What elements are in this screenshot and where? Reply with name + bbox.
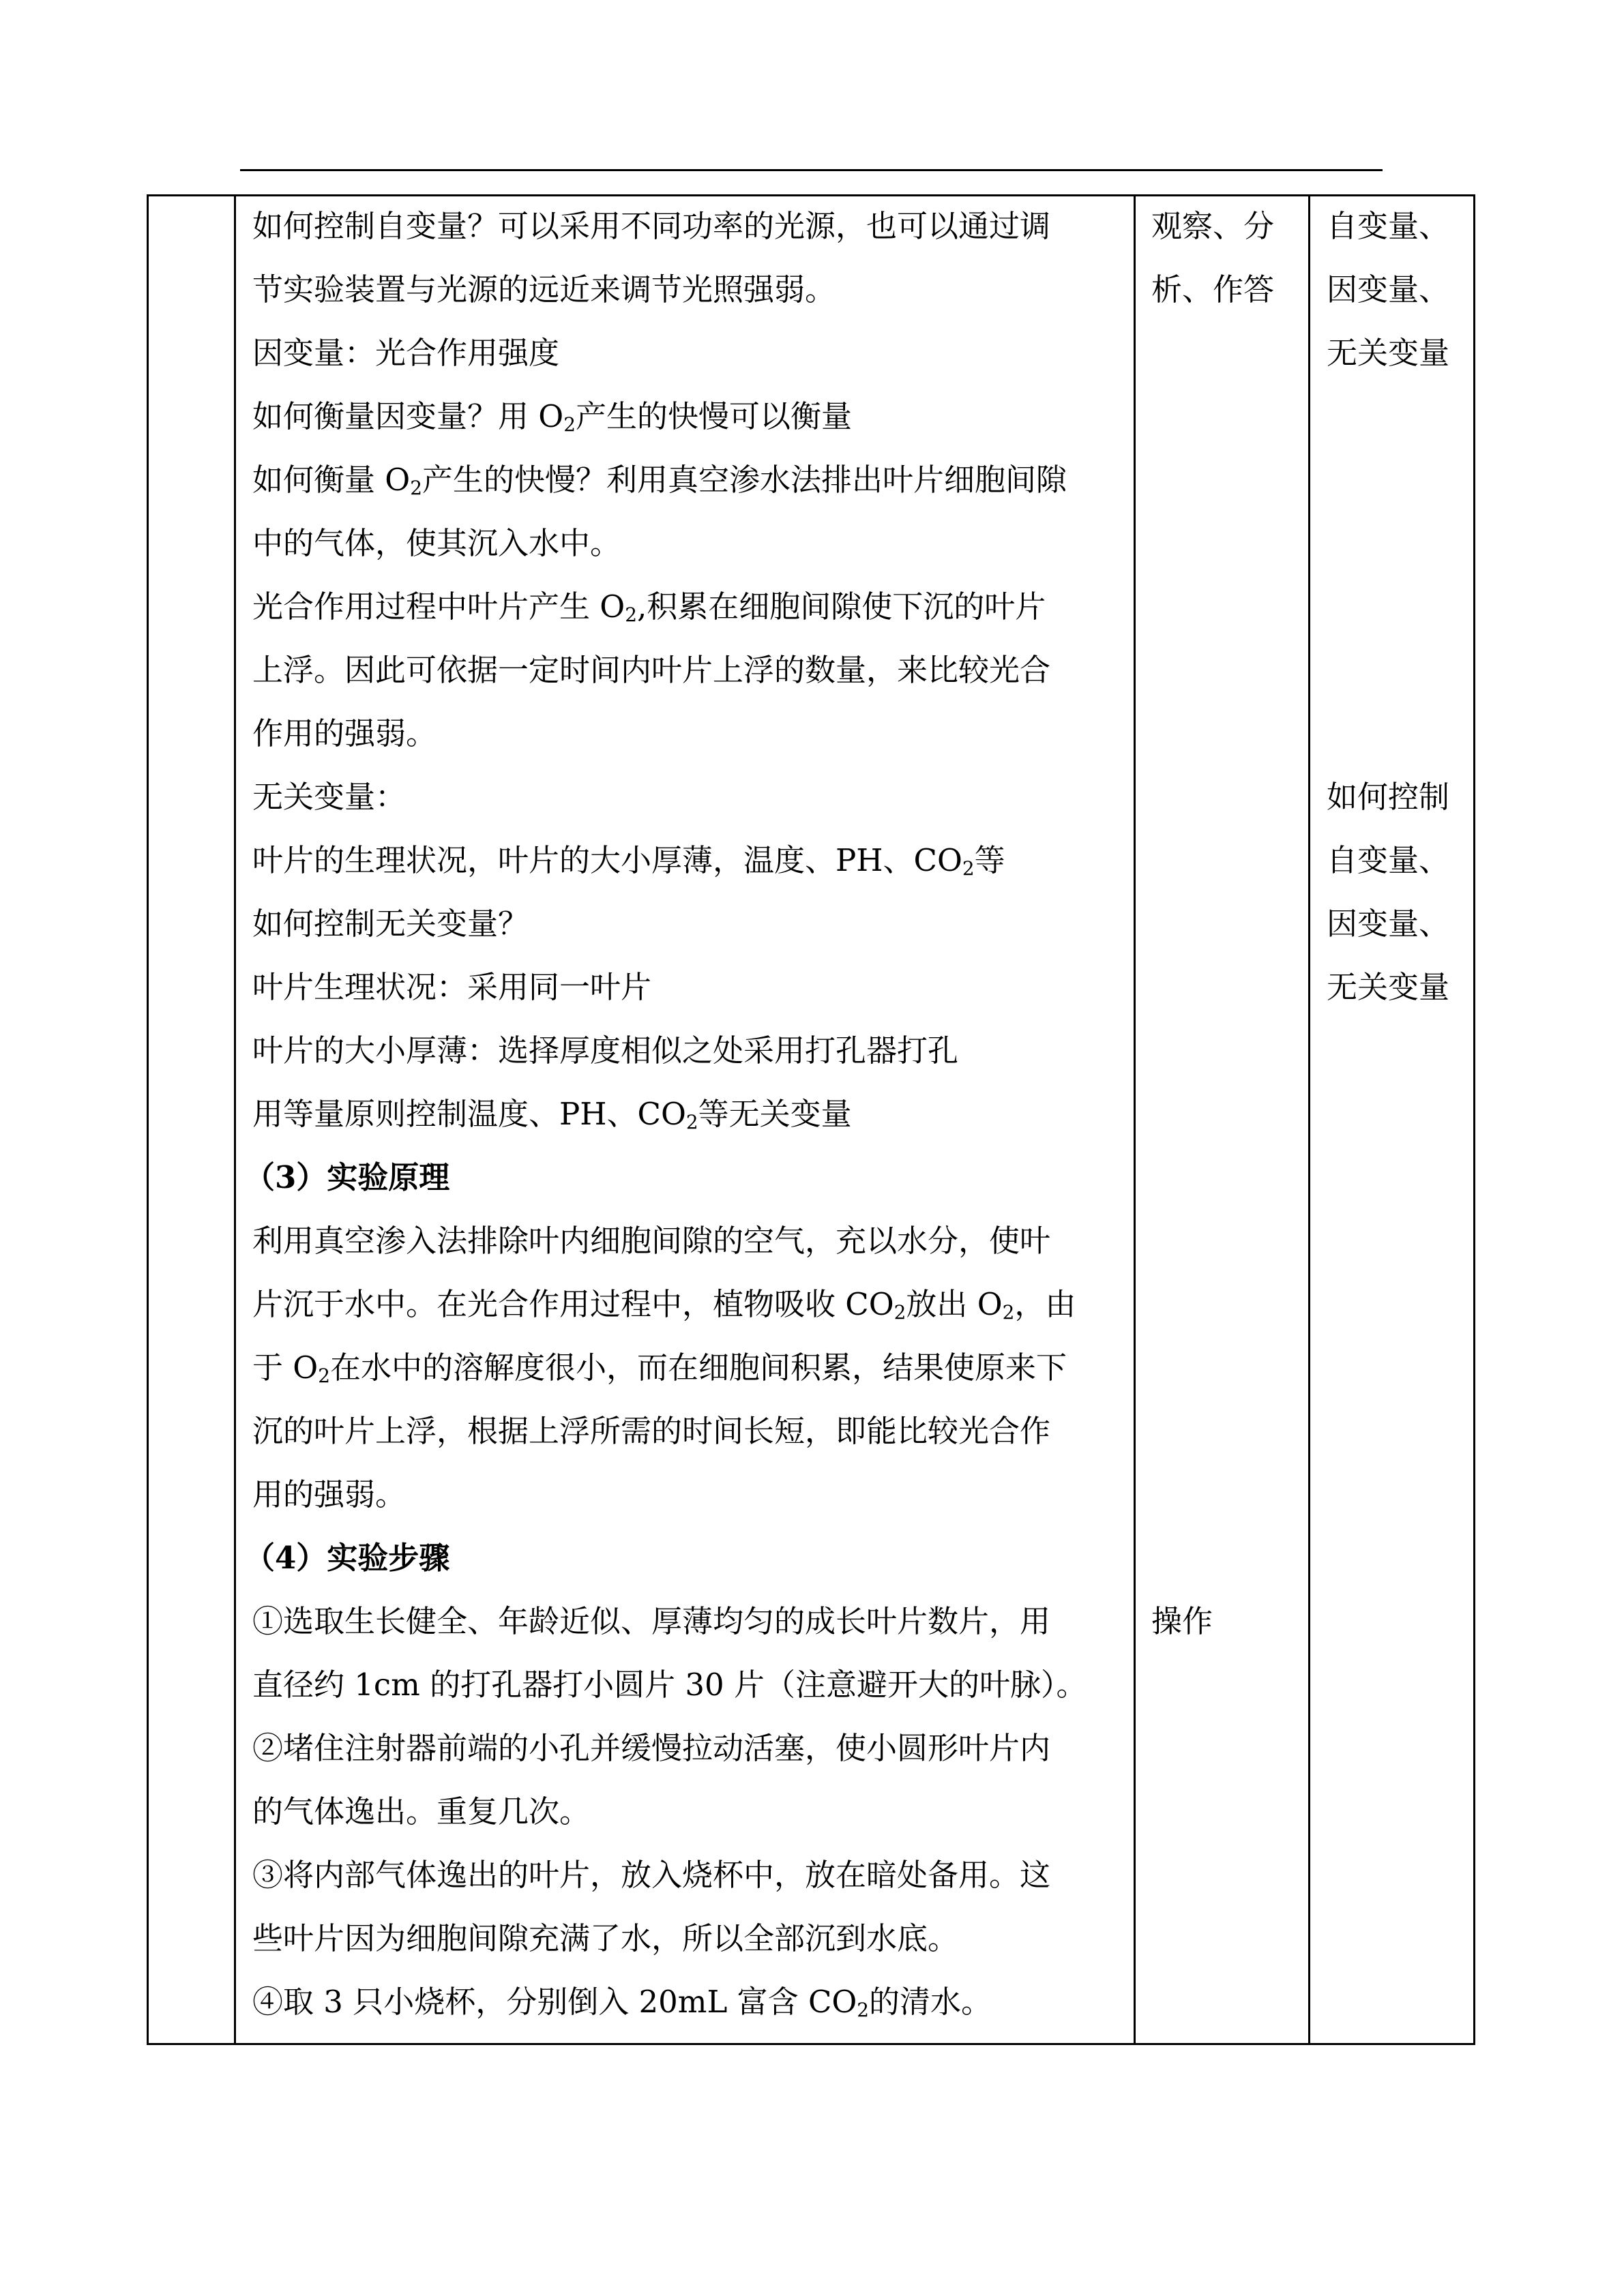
header-rule [240,169,1383,171]
intent-text: 无关变量 [1327,969,1450,1005]
content-line: 无关变量： [252,779,407,815]
content-line: 节实验装置与光源的远近来调节光照强弱。 [252,271,836,308]
student-activity-column [1151,194,1301,1653]
section-heading: （3）实验原理 [244,1159,450,1195]
column-divider-3 [1308,194,1310,2045]
column-divider-2 [1134,194,1136,2045]
content-line: 叶片的大小厚薄：选择厚度相似之处采用打孔器打孔 [252,1032,959,1069]
content-line: 中的气体，使其沉入水中。 [252,525,621,561]
content-line: 利用真空渗入法排除叶内细胞间隙的空气，充以水分，使叶 [252,1223,1051,1259]
activity-text: 操作 [1151,1603,1213,1639]
intent-text: 因变量、 [1327,906,1450,942]
content-line: 用的强弱。 [252,1476,407,1512]
intent-text: 如何控制 [1327,779,1450,815]
content-line: 于 $O_2$在水中的溶解度很小，而在细胞间积累，结果使原来下 [252,1350,1067,1388]
content-line: 沉的叶片上浮，根据上浮所需的时间长短，即能比较光合作 [252,1413,1051,1449]
content-line: 如何控制无关变量？ [252,906,529,942]
content-line: 如何控制自变量？可以采用不同功率的光源，也可以通过调 [252,208,1051,244]
content-line: 如何衡量因变量？用 $O_2$产生的快慢可以衡量 [252,398,852,436]
content-line: 叶片的生理状况，叶片的大小厚薄，温度、PH、$CO_2$等 [252,842,1005,880]
content-line: 因变量：光合作用强度 [252,335,560,371]
content-line: 用等量原则控制温度、PH、$CO_2$等无关变量 [252,1096,852,1134]
content-line: 些叶片因为细胞间隙充满了水，所以全部沉到水底。 [252,1920,959,1956]
teaching-content-column [244,194,1132,2033]
content-line: 的气体逸出。重复几次。 [252,1793,591,1830]
activity-text: 观察、分 [1151,208,1275,244]
intent-text: 因变量、 [1327,271,1450,308]
content-line: ②堵住注射器前端的小孔并缓慢拉动活塞，使小圆形叶片内 [252,1730,1051,1766]
intent-text: 自变量、 [1327,842,1450,878]
content-line: ①选取生长健全、年龄近似、厚薄均匀的成长叶片数片，用 [252,1603,1051,1639]
content-line: 直径约 1cm 的打孔器打小圆片 30 片（注意避开大的叶脉）。 [252,1667,1087,1703]
activity-text: 析、作答 [1151,271,1275,308]
content-line: 作用的强弱。 [252,715,437,751]
section-heading: （4）实验步骤 [244,1540,450,1576]
intent-text: 无关变量 [1327,335,1450,371]
content-line: 如何衡量 $O_2$产生的快慢？利用真空渗水法排出叶片细胞间隙 [252,462,1067,500]
content-line: 上浮。因此可依据一定时间内叶片上浮的数量，来比较光合 [252,652,1051,688]
content-line: ④取 3 只小烧杯，分别倒入 20mL 富含 $CO_2$的清水。 [252,1984,992,2022]
design-intent-column [1327,194,1470,1019]
content-line: 叶片生理状况：采用同一叶片 [252,969,652,1005]
content-line: 光合作用过程中叶片产生 $O_2$,积累在细胞间隙使下沉的叶片 [252,588,1046,627]
content-line: 片沉于水中。在光合作用过程中，植物吸收 $CO_2$放出 $O_2$，由 [252,1286,1076,1324]
intent-text: 自变量、 [1327,208,1450,244]
content-line: ③将内部气体逸出的叶片，放入烧杯中，放在暗处备用。这 [252,1857,1051,1893]
column-divider-1 [234,194,236,2045]
